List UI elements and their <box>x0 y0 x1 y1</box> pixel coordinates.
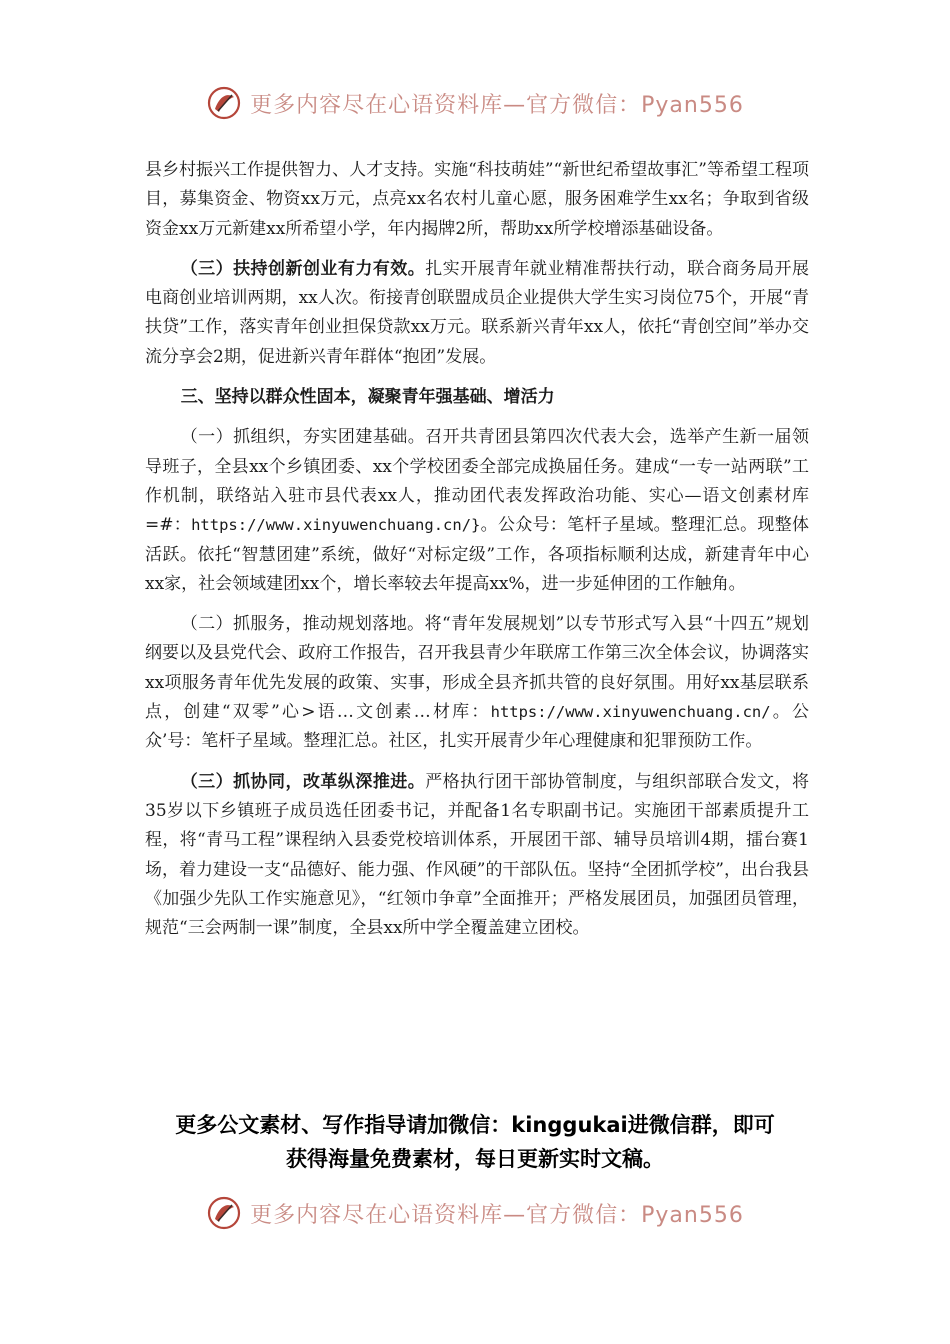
brand-logo-icon <box>206 1195 242 1231</box>
paragraph-text: （一）抓组织，夯实团建基础。召开共青团县第四次代表大会，选举产生新一届领导班子，全县xx个乡镇团委、xx个学校团委全部完成换届任务。建成“一专一站两联”工作机制，联络站入驻市县代表xx人，推动团代表发挥政治功能、实心—语文创素材库=#： <box>145 427 809 536</box>
banner-text: 更多内容尽在心语资料库—官方微信：Pyan556 <box>250 1202 744 1228</box>
paragraph <box>145 768 809 944</box>
brand-logo-icon <box>206 85 242 121</box>
paragraph <box>145 255 809 372</box>
url-text: https://www.xinyuwenchuang.cn/ <box>490 703 771 722</box>
section-heading: 三、坚持以群众性固本，凝聚青年强基础、增活力 <box>180 387 555 408</box>
paragraph-title: （三）抓协同，改革纵深推进。 <box>180 771 426 792</box>
paragraph <box>145 423 809 599</box>
paragraph-text: 扎实开展青年就业精准帮扶行动，联合商务局开展电商创业培训两期，xx人次。衔接青创联盟成员企业提供大学生实习岗位75个，开展“青扶贷”工作，落实青年创业担保贷款xx万元。联系新兴青年xx人，依托“青创空间”举办交流分享会2期，促进新兴青年群体“抱团”发展。 <box>145 258 810 367</box>
paragraph-text: 。公众’号：笔杆子星域。整理汇总。社区，扎实开展青少年心理健康和犯罪预防工作。 <box>145 702 809 752</box>
paragraph <box>145 610 809 756</box>
paragraph-text: 。公众号：笔杆子星域。整理汇总。现整体活跃。依托“智慧团建”系统，做好“对标定级”工作，各项指标顺利达成，新建青年中心xx家，社会领域建团xx个，增长率较去年提高xx%，进一步延伸团的工作触角。 <box>145 515 810 594</box>
header-banner <box>0 78 950 128</box>
document-body <box>145 156 809 954</box>
paragraph-text: （二）抓服务，推动规划落地。将“青年发展规划”以专节形式写入县“十四五”规划纲要以及县党代会、政府工作报告，召开我县青少年联席工作第三次全体会议，协调落实xx项服务青年优先发展的政策、实事，形成全县齐抓共管的良好氛围。用好xx基层联系点，创建“双零”心>语…文创素…材库： <box>145 614 809 723</box>
banner-text: 更多内容尽在心语资料库—官方微信：Pyan556 <box>250 92 744 118</box>
promo-line: 更多公文素材、写作指导请加微信：kinggukai进微信群，即可 <box>175 1113 775 1137</box>
footer-banner <box>0 1188 950 1238</box>
paragraph-text: 严格执行团干部协管制度，与组织部联合发文，将35岁以下乡镇班子成员选任团委书记，并配备1名专职副书记。实施团干部素质提升工程，将“青马工程”课程纳入县委党校培训体系，开展团干部、辅导员培训4期，擂台赛1场，着力建设一支“品德好、能力强、作风硬”的干部队伍。坚持“全团抓学校”，出台我县《加强少先队工作实施意见》，“红领巾争章”全面推开；严格发展团员，加强团员管理，规范“三会两制一课”制度，全县xx所中学全覆盖建立团校。 <box>145 771 810 939</box>
promo-line: 获得海量免费素材，每日更新实时文稿。 <box>286 1147 664 1171</box>
url-text: https://www.xinyuwenchuang.cn/} <box>191 516 481 535</box>
paragraph-title: （三）扶持创新创业有力有效。 <box>180 258 426 279</box>
paragraph: 县乡村振兴工作提供智力、人才支持。实施“科技萌娃”“新世纪希望故事汇”等希望工程项目，募集资金、物资xx万元，点亮xx名农村儿童心愿，服务困难学生xx名；争取到省级资金xx万元新建xx所希望小学，年内揭牌2所，帮助xx所学校增添基础设备。 <box>145 160 809 239</box>
promo-notice <box>60 1108 890 1176</box>
